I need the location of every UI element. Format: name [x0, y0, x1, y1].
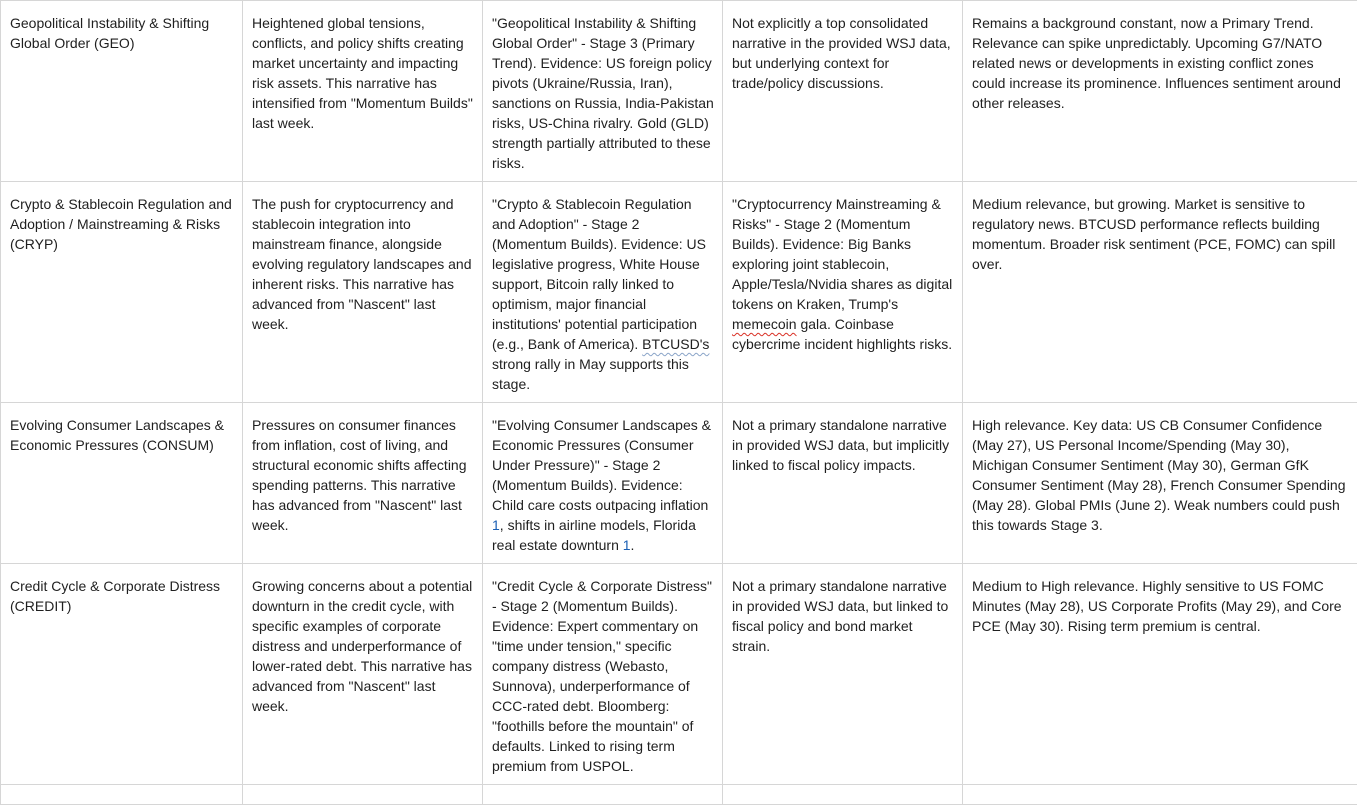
table-row [1, 564, 1357, 785]
narrative-cell[interactable]: Credit Cycle & Corporate Distress (CREDIT) [1, 564, 243, 785]
spellcheck-word: memecoin [732, 316, 797, 332]
narrative-cell[interactable]: Geopolitical Instability & Shifting Global Order (GEO) [1, 1, 243, 182]
stage-cell[interactable]: "Evolving Consumer Landscapes & Economic Pressures (Consumer Under Pressure)" - Stage 2 (Momentum Builds). Evidence: Child care costs outpacing inflation 1, shifts in airline models, Florida real estate downturn 1. [483, 403, 723, 564]
description-cell[interactable]: The push for cryptocurrency and stablecoin integration into mainstream finance, alongside evolving regulatory landscapes and inherent risks. This narrative has advanced from "Nascent" last week. [243, 182, 483, 403]
stage-cell[interactable]: "Credit Cycle & Corporate Distress" - Stage 2 (Momentum Builds). Evidence: Expert commentary on "time under tension," specific company distress (Webasto, Sunnova), underperformance of CCC-rated debt. Bloomberg: "foothills before the mountain" of defaults. Linked to rising term premium from USPOL. [483, 564, 723, 785]
empty-cell[interactable] [1, 785, 243, 805]
relevance-cell[interactable]: High relevance. Key data: US CB Consumer Confidence (May 27), US Personal Income/Spending (May 30), Michigan Consumer Sentiment (May 30), German GfK Consumer Sentiment (May 28), French Consumer Spending (May 28). Global PMIs (June 2). Weak numbers could push this towards Stage 3. [963, 403, 1357, 564]
empty-cell[interactable] [963, 785, 1357, 805]
relevance-cell[interactable]: Remains a background constant, now a Primary Trend. Relevance can spike unpredictably. Upcoming G7/NATO related news or developments in existing conflict zones could increase its prominence. Influences sentiment around other releases. [963, 1, 1357, 182]
wsj-cell[interactable]: "Cryptocurrency Mainstreaming & Risks" - Stage 2 (Momentum Builds). Evidence: Big Banks exploring joint stablecoin, Apple/Tesla/Nvidia shares as digital tokens on Kraken, Trump's memecoin gala. Coinbase cybercrime incident highlights risks. [723, 182, 963, 403]
empty-cell[interactable] [483, 785, 723, 805]
citation-link[interactable]: 1 [492, 517, 500, 533]
stage-cell[interactable]: "Geopolitical Instability & Shifting Global Order" - Stage 3 (Primary Trend). Evidence: US foreign policy pivots (Ukraine/Russia, Iran), sanctions on Russia, India-Pakistan risks, US-China rivalry. Gold (GLD) strength partially attributed to these risks. [483, 1, 723, 182]
table-row [1, 1, 1357, 182]
spellcheck-word: BTCUSD's [642, 336, 709, 352]
relevance-cell[interactable]: Medium relevance, but growing. Market is sensitive to regulatory news. BTCUSD performance reflects building momentum. Broader risk sentiment (PCE, FOMC) can spill over. [963, 182, 1357, 403]
empty-cell[interactable] [723, 785, 963, 805]
table-row [1, 182, 1357, 403]
citation-link[interactable]: 1 [623, 537, 631, 553]
stage-cell[interactable]: "Crypto & Stablecoin Regulation and Adoption" - Stage 2 (Momentum Builds). Evidence: US legislative progress, White House support, Bitcoin rally linked to optimism, major financial institutions' potential participation (e.g., Bank of America). BTCUSD's strong rally in May supports this stage. [483, 182, 723, 403]
narrative-cell[interactable]: Evolving Consumer Landscapes & Economic Pressures (CONSUM) [1, 403, 243, 564]
wsj-cell[interactable]: Not a primary standalone narrative in provided WSJ data, but implicitly linked to fiscal policy impacts. [723, 403, 963, 564]
wsj-cell[interactable]: Not explicitly a top consolidated narrative in the provided WSJ data, but underlying context for trade/policy discussions. [723, 1, 963, 182]
description-cell[interactable]: Heightened global tensions, conflicts, and policy shifts creating market uncertainty and impacting risk assets. This narrative has intensified from "Momentum Builds" last week. [243, 1, 483, 182]
table-row [1, 403, 1357, 564]
wsj-cell[interactable]: Not a primary standalone narrative in provided WSJ data, but linked to fiscal policy and bond market strain. [723, 564, 963, 785]
narrative-cell[interactable]: Crypto & Stablecoin Regulation and Adoption / Mainstreaming & Risks (CRYP) [1, 182, 243, 403]
empty-cell[interactable] [243, 785, 483, 805]
table-row [1, 785, 1357, 805]
description-cell[interactable]: Growing concerns about a potential downturn in the credit cycle, with specific examples of corporate distress and underperformance of lower-rated debt. This narrative has advanced from "Nascent" last week. [243, 564, 483, 785]
description-cell[interactable]: Pressures on consumer finances from inflation, cost of living, and structural economic shifts affecting spending patterns. This narrative has advanced from "Nascent" last week. [243, 403, 483, 564]
relevance-cell[interactable]: Medium to High relevance. Highly sensitive to US FOMC Minutes (May 28), US Corporate Profits (May 29), and Core PCE (May 30). Rising term premium is central. [963, 564, 1357, 785]
